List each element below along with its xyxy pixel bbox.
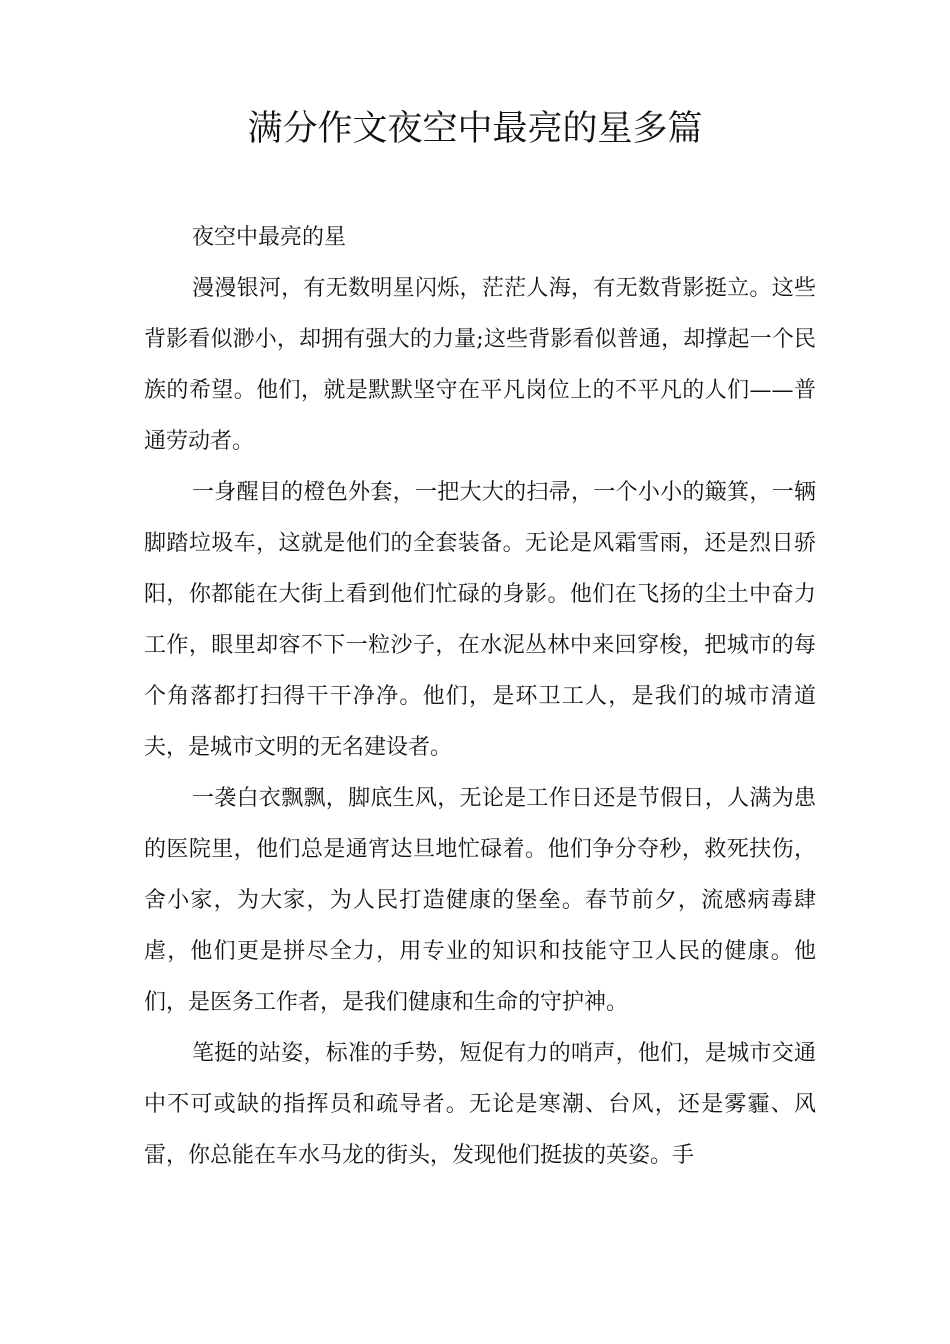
paragraph: 漫漫银河，有无数明星闪烁，茫茫人海，有无数背影挺立。这些背影看似渺小，却拥有强大的力量;这些背影看似普通，却撑起一个民族的希望。他们，就是默默坚守在平凡岗位上的不平凡的人们——普通劳动者。 [144,276,816,454]
paragraph: 一袭白衣飘飘，脚底生风，无论是工作日还是节假日，人满为患的医院里，他们总是通宵达旦地忙碌着。他们争分夺秒，救死扶伤，舍小家，为大家，为人民打造健康的堡垒。春节前夕，流感病毒肆虐，他们更是拼尽全力，用专业的知识和技能守卫人民的健康。他们，是医务工作者，是我们健康和生命的守护神。 [144,786,816,1015]
paragraph: 一身醒目的橙色外套，一把大大的扫帚，一个小小的簸箕，一辆脚踏垃圾车，这就是他们的全套装备。无论是风霜雪雨，还是烈日骄阳，你都能在大街上看到他们忙碌的身影。他们在飞扬的尘土中奋力工作，眼里却容不下一粒沙子，在水泥丛林中来回穿梭，把城市的每个角落都打扫得干干净净。他们，是环卫工人，是我们的城市清道夫，是城市文明的无名建设者。 [144,480,816,760]
paragraph: 笔挺的站姿，标准的手势，短促有力的哨声，他们，是城市交通中不可或缺的指挥员和疏导者。无论是寒潮、台风，还是雾霾、风雷，你总能在车水马龙的街头，发现他们挺拔的英姿。手 [144,1041,816,1168]
essay-subtitle: 夜空中最亮的星 [192,225,347,250]
document-body [144,212,816,1181]
document-title: 满分作文夜空中最亮的星多篇 [247,109,703,149]
